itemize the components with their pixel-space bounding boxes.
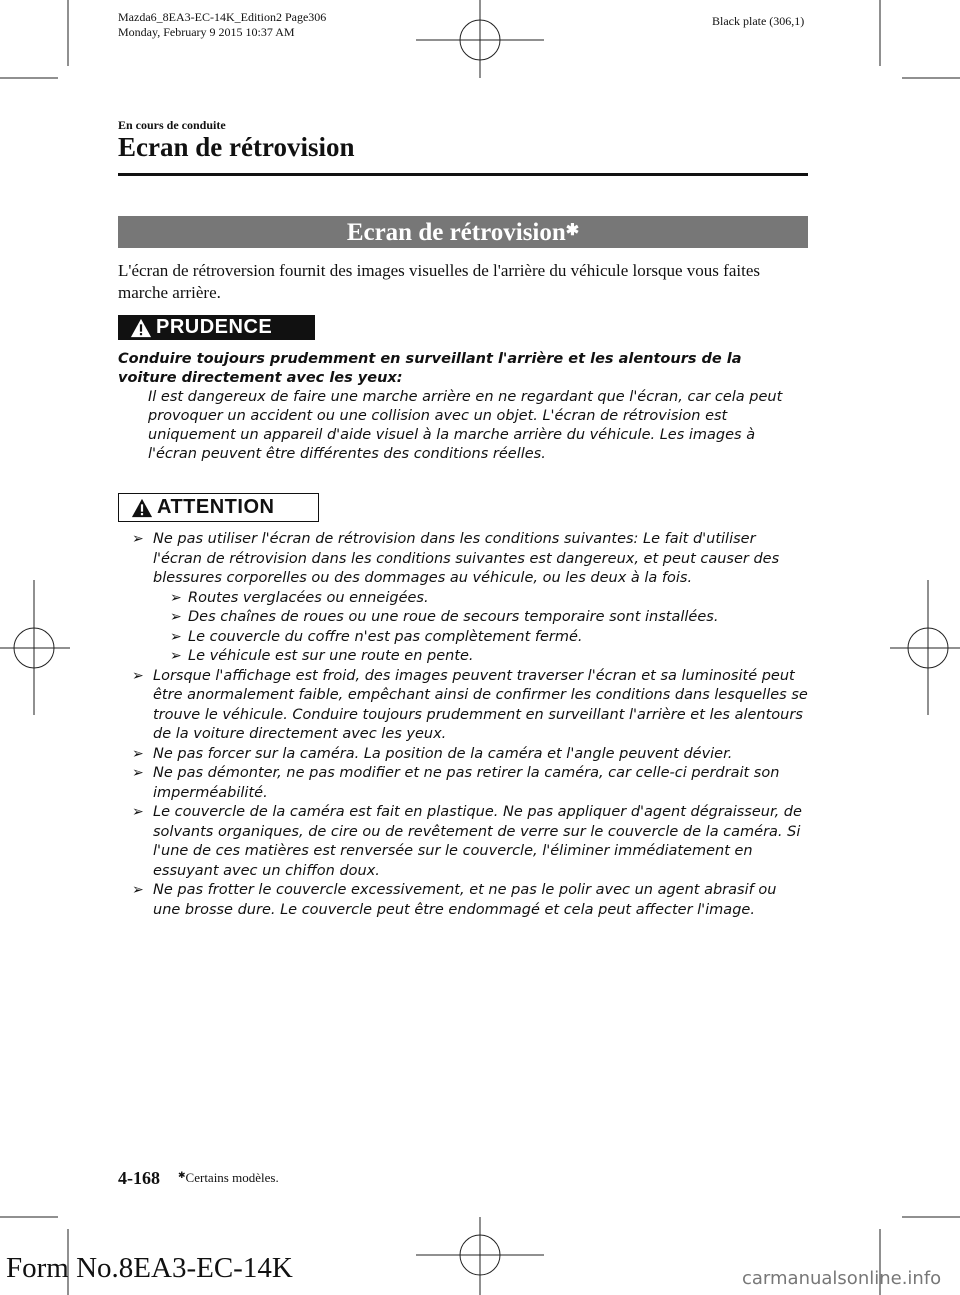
prudence-text xyxy=(118,350,798,464)
list-item: ➢ Ne pas démonter, ne pas modifier et ne pas retirer la caméra, car celle-ci perdrait son imperméabilité. xyxy=(132,764,808,803)
star-icon: ✱ xyxy=(565,222,580,239)
warning-icon xyxy=(131,497,153,519)
plate-label: Black plate (306,1) xyxy=(712,14,805,28)
prudence-label xyxy=(118,315,315,340)
intro-paragraph: L'écran de rétroversion fournit des images visuelles de l'arrière du véhicule lorsque vous faites marche arrière. xyxy=(118,261,760,302)
prudence-lead: Conduire toujours prudemment en surveillant l'arrière et les alentours de la voiture directement avec les yeux: xyxy=(118,351,742,386)
heading-rule xyxy=(118,173,808,176)
sub-list-item: ➢ Le couvercle du coffre n'est pas complètement fermé. xyxy=(170,628,808,648)
prudence-label-text: PRUDENCE xyxy=(156,316,273,338)
page-heading: Ecran de rétrovision xyxy=(118,132,355,162)
list-item: ➢ Ne pas utiliser l'écran de rétrovision dans les conditions suivantes: Le fait d'utiliser l'écran de rétrovision dans les conditions suivantes est dangereux, et peut causer des blessures corporelles ou des dommages au véhicule, ou les deux à la fois. xyxy=(132,530,808,589)
print-header xyxy=(118,10,326,40)
section-label: En cours de conduite xyxy=(118,118,226,132)
arrow-bullet-icon: ➢ xyxy=(170,648,182,664)
sub-list-item: ➢ Des chaînes de roues ou une roue de secours temporaire sont installées. xyxy=(170,608,808,628)
arrow-bullet-icon: ➢ xyxy=(132,804,144,820)
warning-icon xyxy=(130,317,152,339)
print-header-line1: Mazda6_8EA3-EC-14K_Edition2 Page306 xyxy=(118,10,327,24)
watermark: carmanualsonline.info xyxy=(742,1268,942,1289)
footnote xyxy=(178,1170,279,1186)
sub-list-item: ➢ Le véhicule est sur une route en pente. xyxy=(170,647,808,667)
list-item: ➢ Ne pas forcer sur la caméra. La position de la caméra et l'angle peuvent dévier. xyxy=(132,745,808,765)
banner-title: Ecran de rétrovision xyxy=(346,219,566,246)
form-number: Form No.8EA3-EC-14K xyxy=(6,1252,293,1284)
arrow-bullet-icon: ➢ xyxy=(132,882,144,898)
prudence-body: Il est dangereux de faire une marche arrière en ne regardant que l'écran, car cela peut provoquer un accident ou une collision avec un objet. L'écran de rétrovision est uniquement un appareil d'aide visuel à la marche arrière du véhicule. Les images à l'écran peuvent être différentes des conditions réelles. xyxy=(148,389,783,462)
arrow-bullet-icon: ➢ xyxy=(132,745,144,762)
list-item: ➢ Le couvercle de la caméra est fait en plastique. Ne pas appliquer d'agent dégraisseur, de solvants organiques, de cire ou de revêtement de verre sur le couvercle de la caméra. Si l'une de ces matières est renversée sur le couvercle, l'éliminer immédiatement en essuyant avec un chiffon doux. xyxy=(132,803,808,881)
attention-label-text: ATTENTION xyxy=(157,496,275,518)
arrow-bullet-icon: ➢ xyxy=(132,667,144,684)
section-banner xyxy=(118,216,808,248)
attention-list xyxy=(118,530,808,920)
footnote-text: Certains modèles. xyxy=(185,1170,279,1185)
list-item: ➢ Ne pas frotter le couvercle excessivement, et ne pas le polir avec un agent abrasif ou une brosse dure. Le couvercle peut être endommagé et cela peut affecter l'image. xyxy=(132,881,808,920)
arrow-bullet-icon: ➢ xyxy=(170,609,182,625)
attention-label xyxy=(118,493,319,522)
arrow-bullet-icon: ➢ xyxy=(170,589,182,606)
sub-list-item: ➢ Routes verglacées ou enneigées. xyxy=(170,589,808,609)
star-icon: ✱ xyxy=(178,1170,186,1180)
arrow-bullet-icon: ➢ xyxy=(132,765,144,781)
list-item: ➢ Lorsque l'affichage est froid, des images peuvent traverser l'écran et sa luminosité peut être anormalement faible, empêchant ainsi de confirmer les conditions dans lesquelles se trouve le véhicule. Conduire toujours prudemment en surveillant l'arrière et les alentours de la voiture directement avec les yeux. xyxy=(132,667,808,745)
arrow-bullet-icon: ➢ xyxy=(132,531,144,547)
page-number: 4-168 xyxy=(118,1168,160,1188)
arrow-bullet-icon: ➢ xyxy=(170,628,182,645)
print-header-line2: Monday, February 9 2015 10:37 AM xyxy=(118,25,295,39)
